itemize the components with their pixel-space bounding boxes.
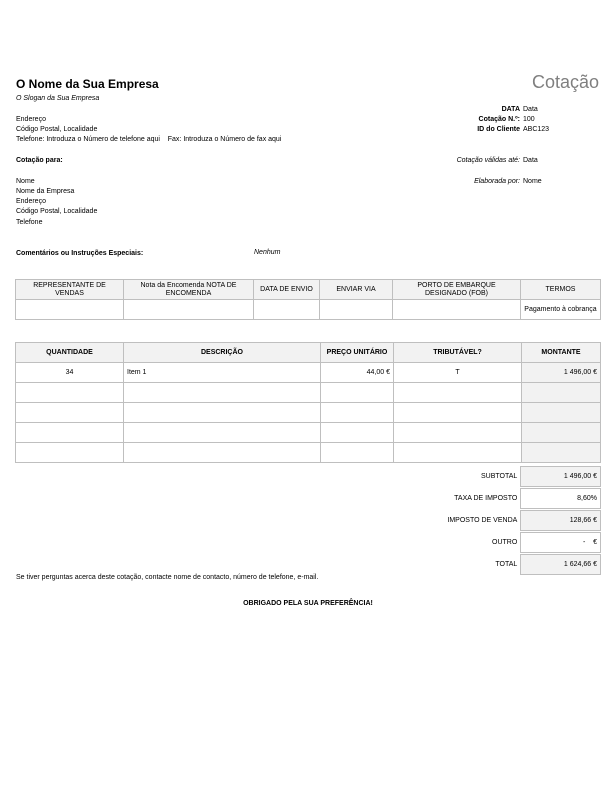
contact-note: Se tiver perguntas acerca deste cotação, contacte nome de contacto, número de telefone, e-mail. xyxy=(16,574,319,581)
quote-for-address: Endereço xyxy=(16,198,46,205)
other-label: OUTRO xyxy=(492,539,518,546)
description-cell[interactable] xyxy=(124,403,321,423)
order-note-cell[interactable] xyxy=(124,300,254,320)
terms-cell[interactable]: Pagamento à cobrança xyxy=(521,300,601,320)
header-sales-rep: REPRESENTANTE DE VENDAS xyxy=(16,280,124,300)
thank-you-note: OBRIGADO PELA SUA PREFERÊNCIA! xyxy=(243,600,373,607)
description-cell[interactable] xyxy=(124,423,321,443)
quote-number-value: 100 xyxy=(523,116,535,123)
taxable-cell[interactable] xyxy=(394,403,522,423)
quantity-cell[interactable] xyxy=(16,403,124,423)
table-row xyxy=(16,403,601,423)
header-amount: MONTANTE xyxy=(522,343,601,363)
amount-cell: 1 496,00 € xyxy=(522,363,601,383)
quote-for-company: Nome da Empresa xyxy=(16,188,75,195)
header-description: DESCRIÇÃO xyxy=(124,343,321,363)
tax-rate-label: TAXA DE IMPOSTO xyxy=(454,495,518,502)
subtotal-value: 1 496,00 € xyxy=(520,466,601,487)
table-row xyxy=(16,383,601,403)
quote-number-label: Cotação N.º: xyxy=(478,116,520,123)
description-cell[interactable]: Item 1 xyxy=(124,363,321,383)
valid-until-label: Cotação válidas até: xyxy=(456,157,520,164)
other-value[interactable]: - € xyxy=(520,532,601,553)
unit-price-cell[interactable]: 44,00 € xyxy=(321,363,394,383)
sales-rep-cell[interactable] xyxy=(16,300,124,320)
tax-rate-value[interactable]: 8,60% xyxy=(520,488,601,509)
table-row xyxy=(16,363,601,383)
comments-label: Comentários ou Instruções Especiais: xyxy=(16,250,144,257)
unit-price-cell[interactable] xyxy=(321,423,394,443)
header-terms: TERMOS xyxy=(521,280,601,300)
quote-for-name: Nome xyxy=(16,178,35,185)
items-table xyxy=(15,342,601,463)
table-row xyxy=(16,423,601,443)
quantity-cell[interactable] xyxy=(16,443,124,463)
taxable-cell[interactable]: T xyxy=(394,363,522,383)
quote-for-postal: Código Postal, Localidade xyxy=(16,208,98,215)
header-taxable: TRIBUTÁVEL? xyxy=(394,343,522,363)
quote-for-heading: Cotação para: xyxy=(16,157,63,164)
header-order-note: Nota da Encomenda NOTA DE ENCOMENDA xyxy=(124,280,254,300)
taxable-cell[interactable] xyxy=(394,443,522,463)
ship-date-cell[interactable] xyxy=(254,300,320,320)
company-postal: Código Postal, Localidade xyxy=(16,126,98,133)
comments-value: Nenhum xyxy=(254,249,281,256)
taxable-cell[interactable] xyxy=(394,383,522,403)
prepared-by-label: Elaborada por: xyxy=(474,178,520,185)
document-title: Cotação xyxy=(531,72,599,92)
prepared-by-value: Nome xyxy=(523,178,542,185)
taxable-cell[interactable] xyxy=(394,423,522,443)
order-info-table xyxy=(15,279,601,320)
date-label: DATA xyxy=(501,106,520,113)
ship-via-cell[interactable] xyxy=(320,300,393,320)
total-label: TOTAL xyxy=(495,561,518,568)
header-quantity: QUANTIDADE xyxy=(16,343,124,363)
totals-table xyxy=(15,465,601,576)
quantity-cell[interactable] xyxy=(16,423,124,443)
sales-tax-value: 128,66 € xyxy=(520,510,601,531)
valid-until-value: Data xyxy=(523,157,538,164)
description-cell[interactable] xyxy=(124,383,321,403)
sales-tax-label: IMPOSTO DE VENDA xyxy=(447,517,518,524)
client-id-label: ID do Cliente xyxy=(477,126,520,133)
quote-for-phone: Telefone xyxy=(16,219,43,226)
company-name: O Nome da Sua Empresa xyxy=(16,77,159,91)
table-row xyxy=(16,443,601,463)
unit-price-cell[interactable] xyxy=(321,383,394,403)
fob-cell[interactable] xyxy=(393,300,521,320)
quantity-cell[interactable] xyxy=(16,383,124,403)
header-fob: PORTO DE EMBARQUE DESIGNADO (FOB) xyxy=(393,280,521,300)
amount-cell xyxy=(522,383,601,403)
amount-cell xyxy=(522,403,601,423)
description-cell[interactable] xyxy=(124,443,321,463)
amount-cell xyxy=(522,423,601,443)
company-phone-fax: Telefone: Introduza o Número de telefone aqui Fax: Introduza o Número de fax aqui xyxy=(16,136,282,143)
company-address: Endereço xyxy=(16,116,46,123)
total-value: 1 624,66 € xyxy=(520,554,601,575)
subtotal-label: SUBTOTAL xyxy=(480,473,518,480)
unit-price-cell[interactable] xyxy=(321,403,394,423)
quantity-cell[interactable]: 34 xyxy=(16,363,124,383)
date-value: Data xyxy=(523,106,538,113)
amount-cell xyxy=(522,443,601,463)
unit-price-cell[interactable] xyxy=(321,443,394,463)
company-slogan: O Slogan da Sua Empresa xyxy=(16,95,100,102)
client-id-value: ABC123 xyxy=(523,126,550,133)
header-ship-date: DATA DE ENVIO xyxy=(254,280,320,300)
header-unit-price: PREÇO UNITÁRIO xyxy=(321,343,394,363)
header-ship-via: ENVIAR VIA xyxy=(320,280,393,300)
